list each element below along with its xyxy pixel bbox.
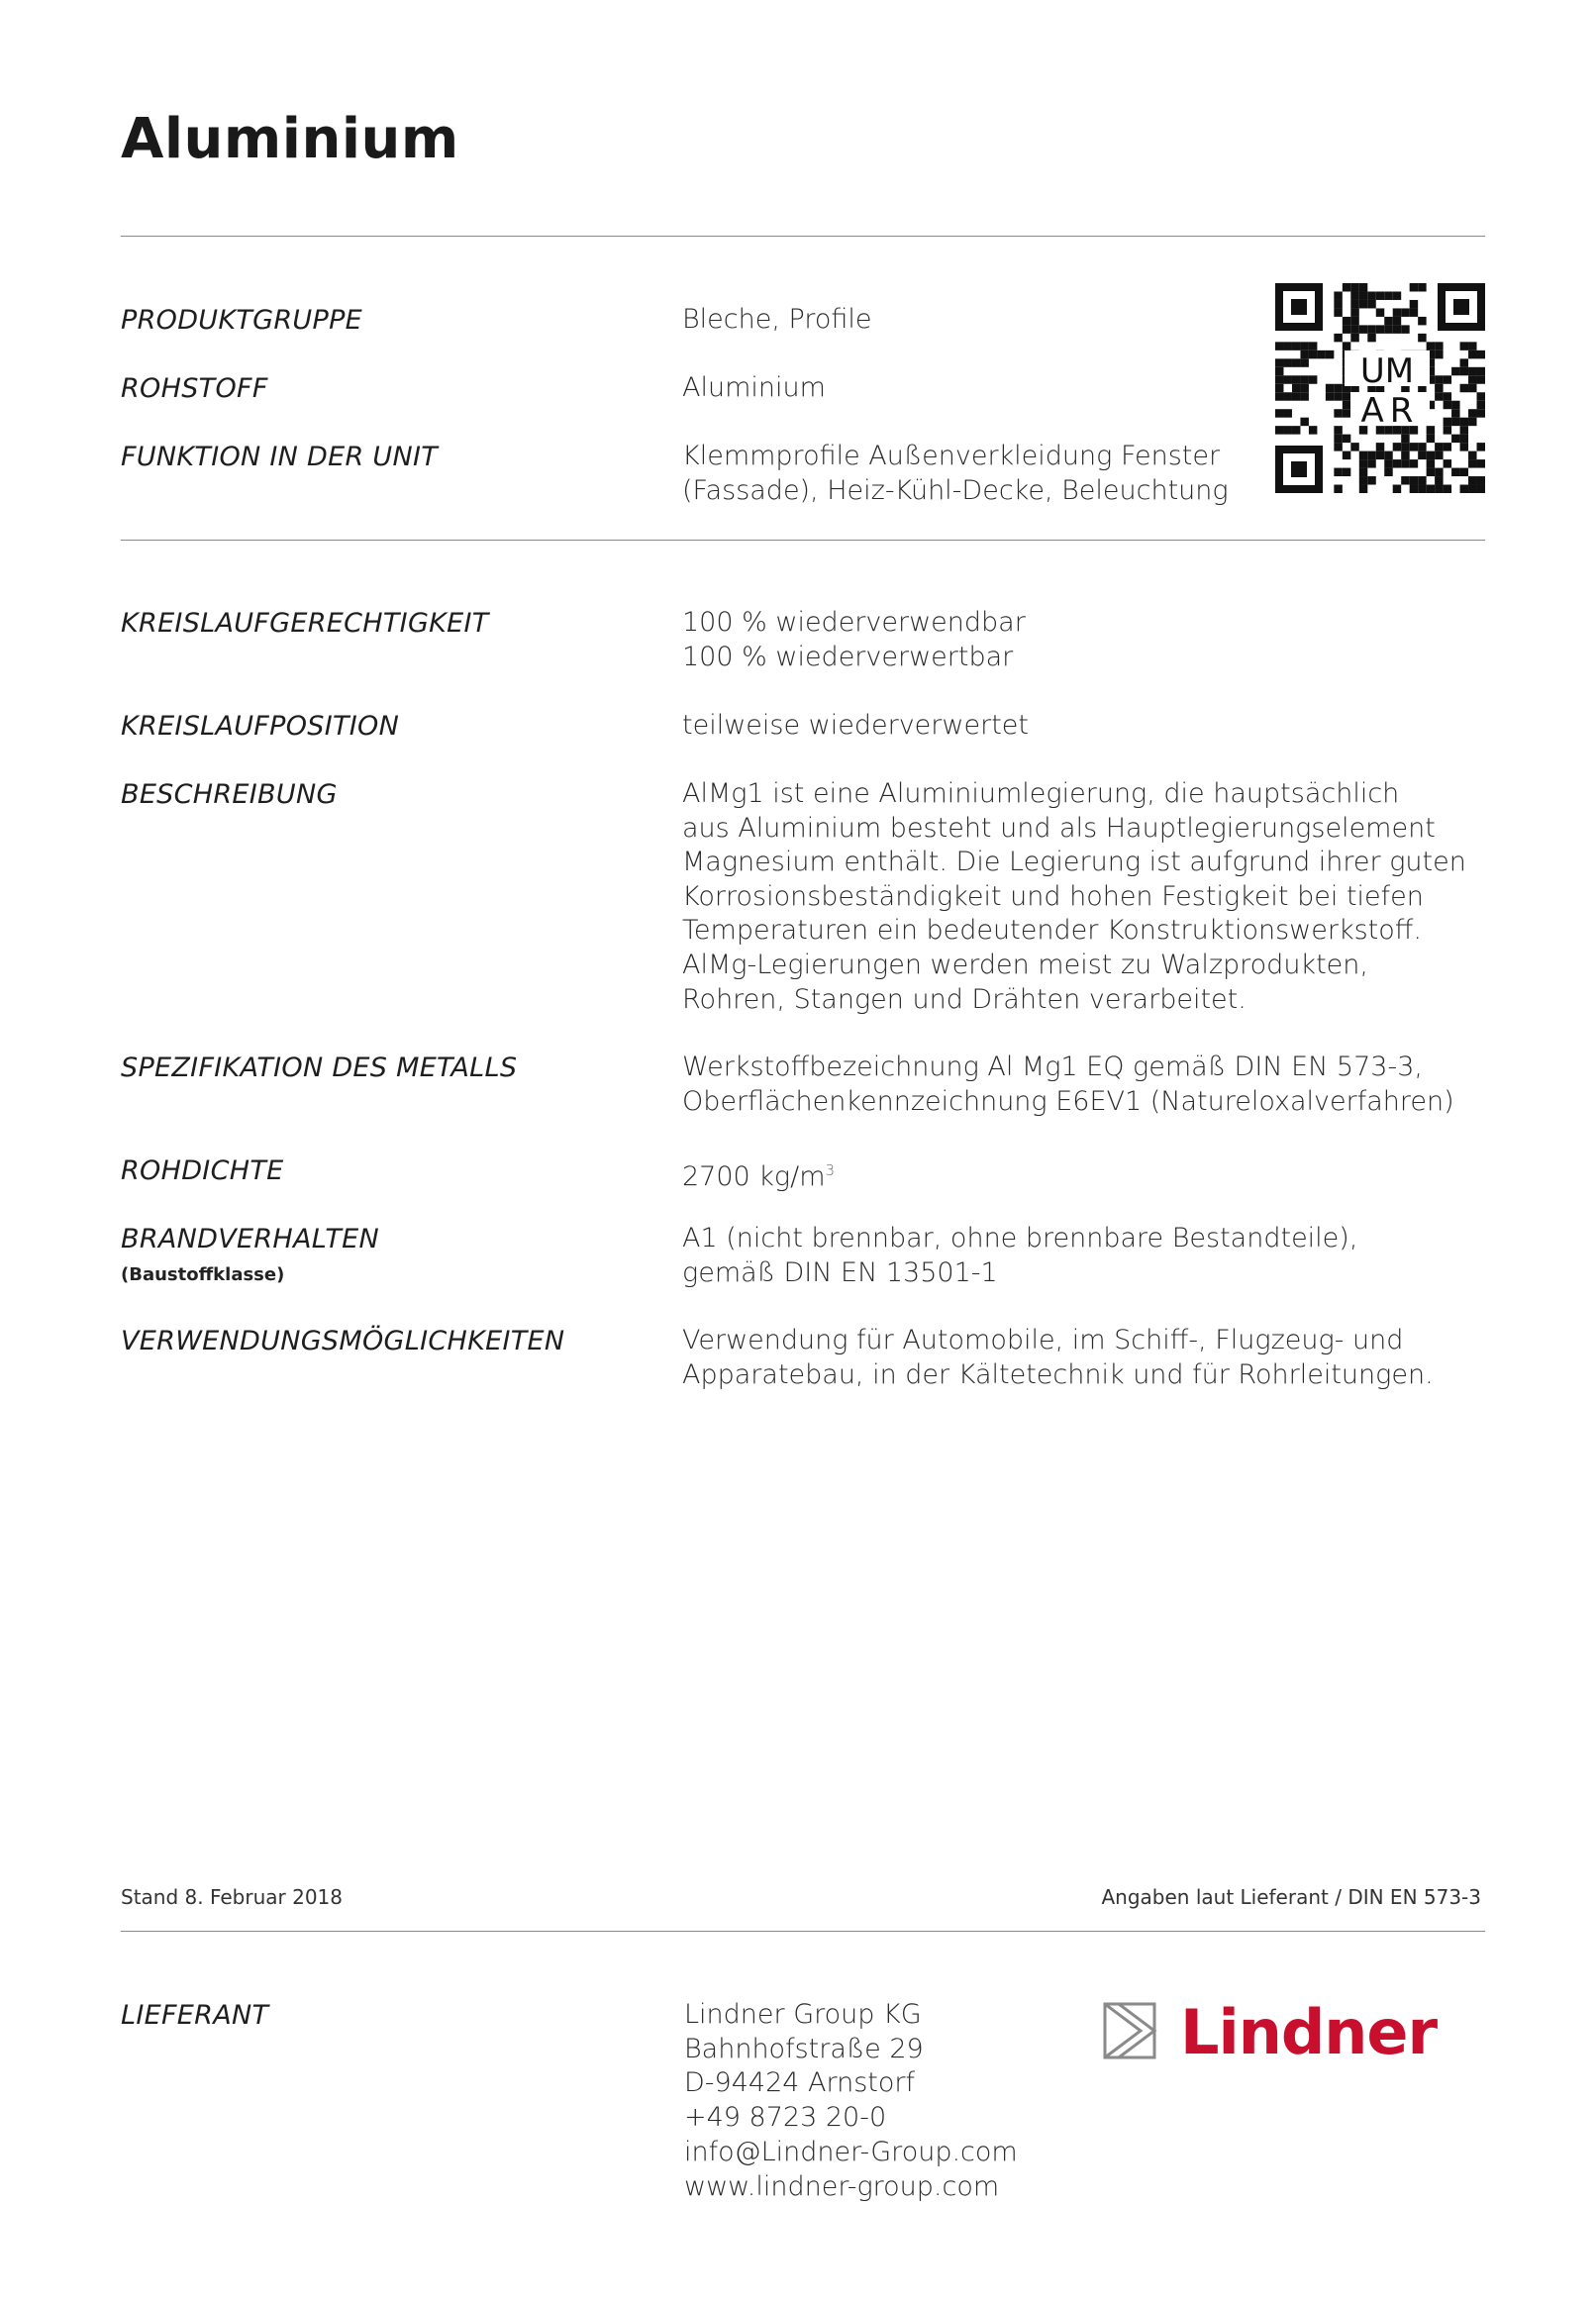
label-rohdichte: ROHDICHTE <box>121 1155 284 1186</box>
label-lieferant: LIEFERANT <box>121 2000 269 2031</box>
value-brandverhalten: A1 (nicht brennbar, ohne brennbare Bestandteile), gemäß DIN EN 13501-1 <box>682 1223 1358 1288</box>
value-funktion: Klemmprofile Außenverkleidung Fenster (Fassade), Heiz-Kühl-Decke, Beleuchtung <box>682 441 1229 506</box>
logo-wordmark: Lindner <box>1180 1998 1438 2065</box>
value-kreislaufposition: teilweise wiederverwertet <box>682 710 1029 741</box>
value-kreislaufgerechtigkeit: 100 % wiederverwendbar 100 % wiederverwertbar <box>682 607 1026 672</box>
divider <box>121 236 1485 237</box>
value-beschreibung: AlMg1 ist eine Aluminiumlegierung, die hauptsächlich aus Aluminium besteht und als Hauptlegierungselement Magnesium enthält. Die Legierung ist aufgrund ihrer guten Korrosionsbeständigkeit und hohen Festigkeit bei tiefen Temperaturen ein bedeutender Konstruktionswerkstoff. AlMg-Legierungen werden meist zu Walzprodukten, Rohren, Stangen und Drähten verarbeitet. <box>682 778 1466 1015</box>
label-spezifikation: SPEZIFIKATION DES METALLS <box>121 1052 518 1083</box>
lindner-logo <box>1101 1998 1487 2065</box>
divider <box>121 540 1485 541</box>
label-rohstoff: ROHSTOFF <box>121 373 268 404</box>
qr-code-icon <box>1275 283 1485 493</box>
source-note: Angaben laut Lieferant / DIN EN 573-3 <box>1101 1885 1481 1909</box>
label-funktion: FUNKTION IN DER UNIT <box>121 442 439 472</box>
label-verwendungsmoeglichkeiten: VERWENDUNGSMÖGLICHKEITEN <box>121 1326 565 1356</box>
label-beschreibung: BESCHREIBUNG <box>121 779 338 810</box>
qr-text-top: UM <box>1359 351 1415 391</box>
value-verwendungsmoeglichkeiten: Verwendung für Automobile, im Schiff-, Flugzeug- und Apparatebau, in der Kältetechnik und für Rohrleitungen. <box>682 1325 1434 1390</box>
value-spezifikation: Werkstoffbezeichnung Al Mg1 EQ gemäß DIN EN 573-3, Oberflächenkennzeichnung E6EV1 (Natureloxalverfahren) <box>682 1052 1454 1117</box>
value-rohstoff: Aluminium <box>682 372 826 403</box>
label-kreislaufgerechtigkeit: KREISLAUFGERECHTIGKEIT <box>121 608 489 639</box>
value-rohdichte: 2700 $kg/m^3$ <box>682 1161 836 1192</box>
label-brandverhalten: BRANDVERHALTEN <box>121 1224 379 1254</box>
value-produktgruppe: Bleche, Profile <box>682 304 872 335</box>
divider <box>121 1931 1485 1932</box>
qr-text-bottom: AR <box>1360 391 1420 431</box>
page-title: Aluminium <box>121 107 459 171</box>
date-note: Stand 8. Februar 2018 <box>121 1885 344 1909</box>
supplier-address: Lindner Group KG Bahnhofstraße 29 D-94424 Arnstorf +49 8723 20-0 info@Lindner-Group.com www.lindner-group.com <box>684 1999 1018 2202</box>
label-kreislaufposition: KREISLAUFPOSITION <box>121 711 400 742</box>
label-produktgruppe: PRODUKTGRUPPE <box>121 305 363 336</box>
sublabel-baustoffklasse: (Baustoffklasse) <box>121 1264 285 1285</box>
lindner-mark-icon <box>1105 2004 1154 2057</box>
